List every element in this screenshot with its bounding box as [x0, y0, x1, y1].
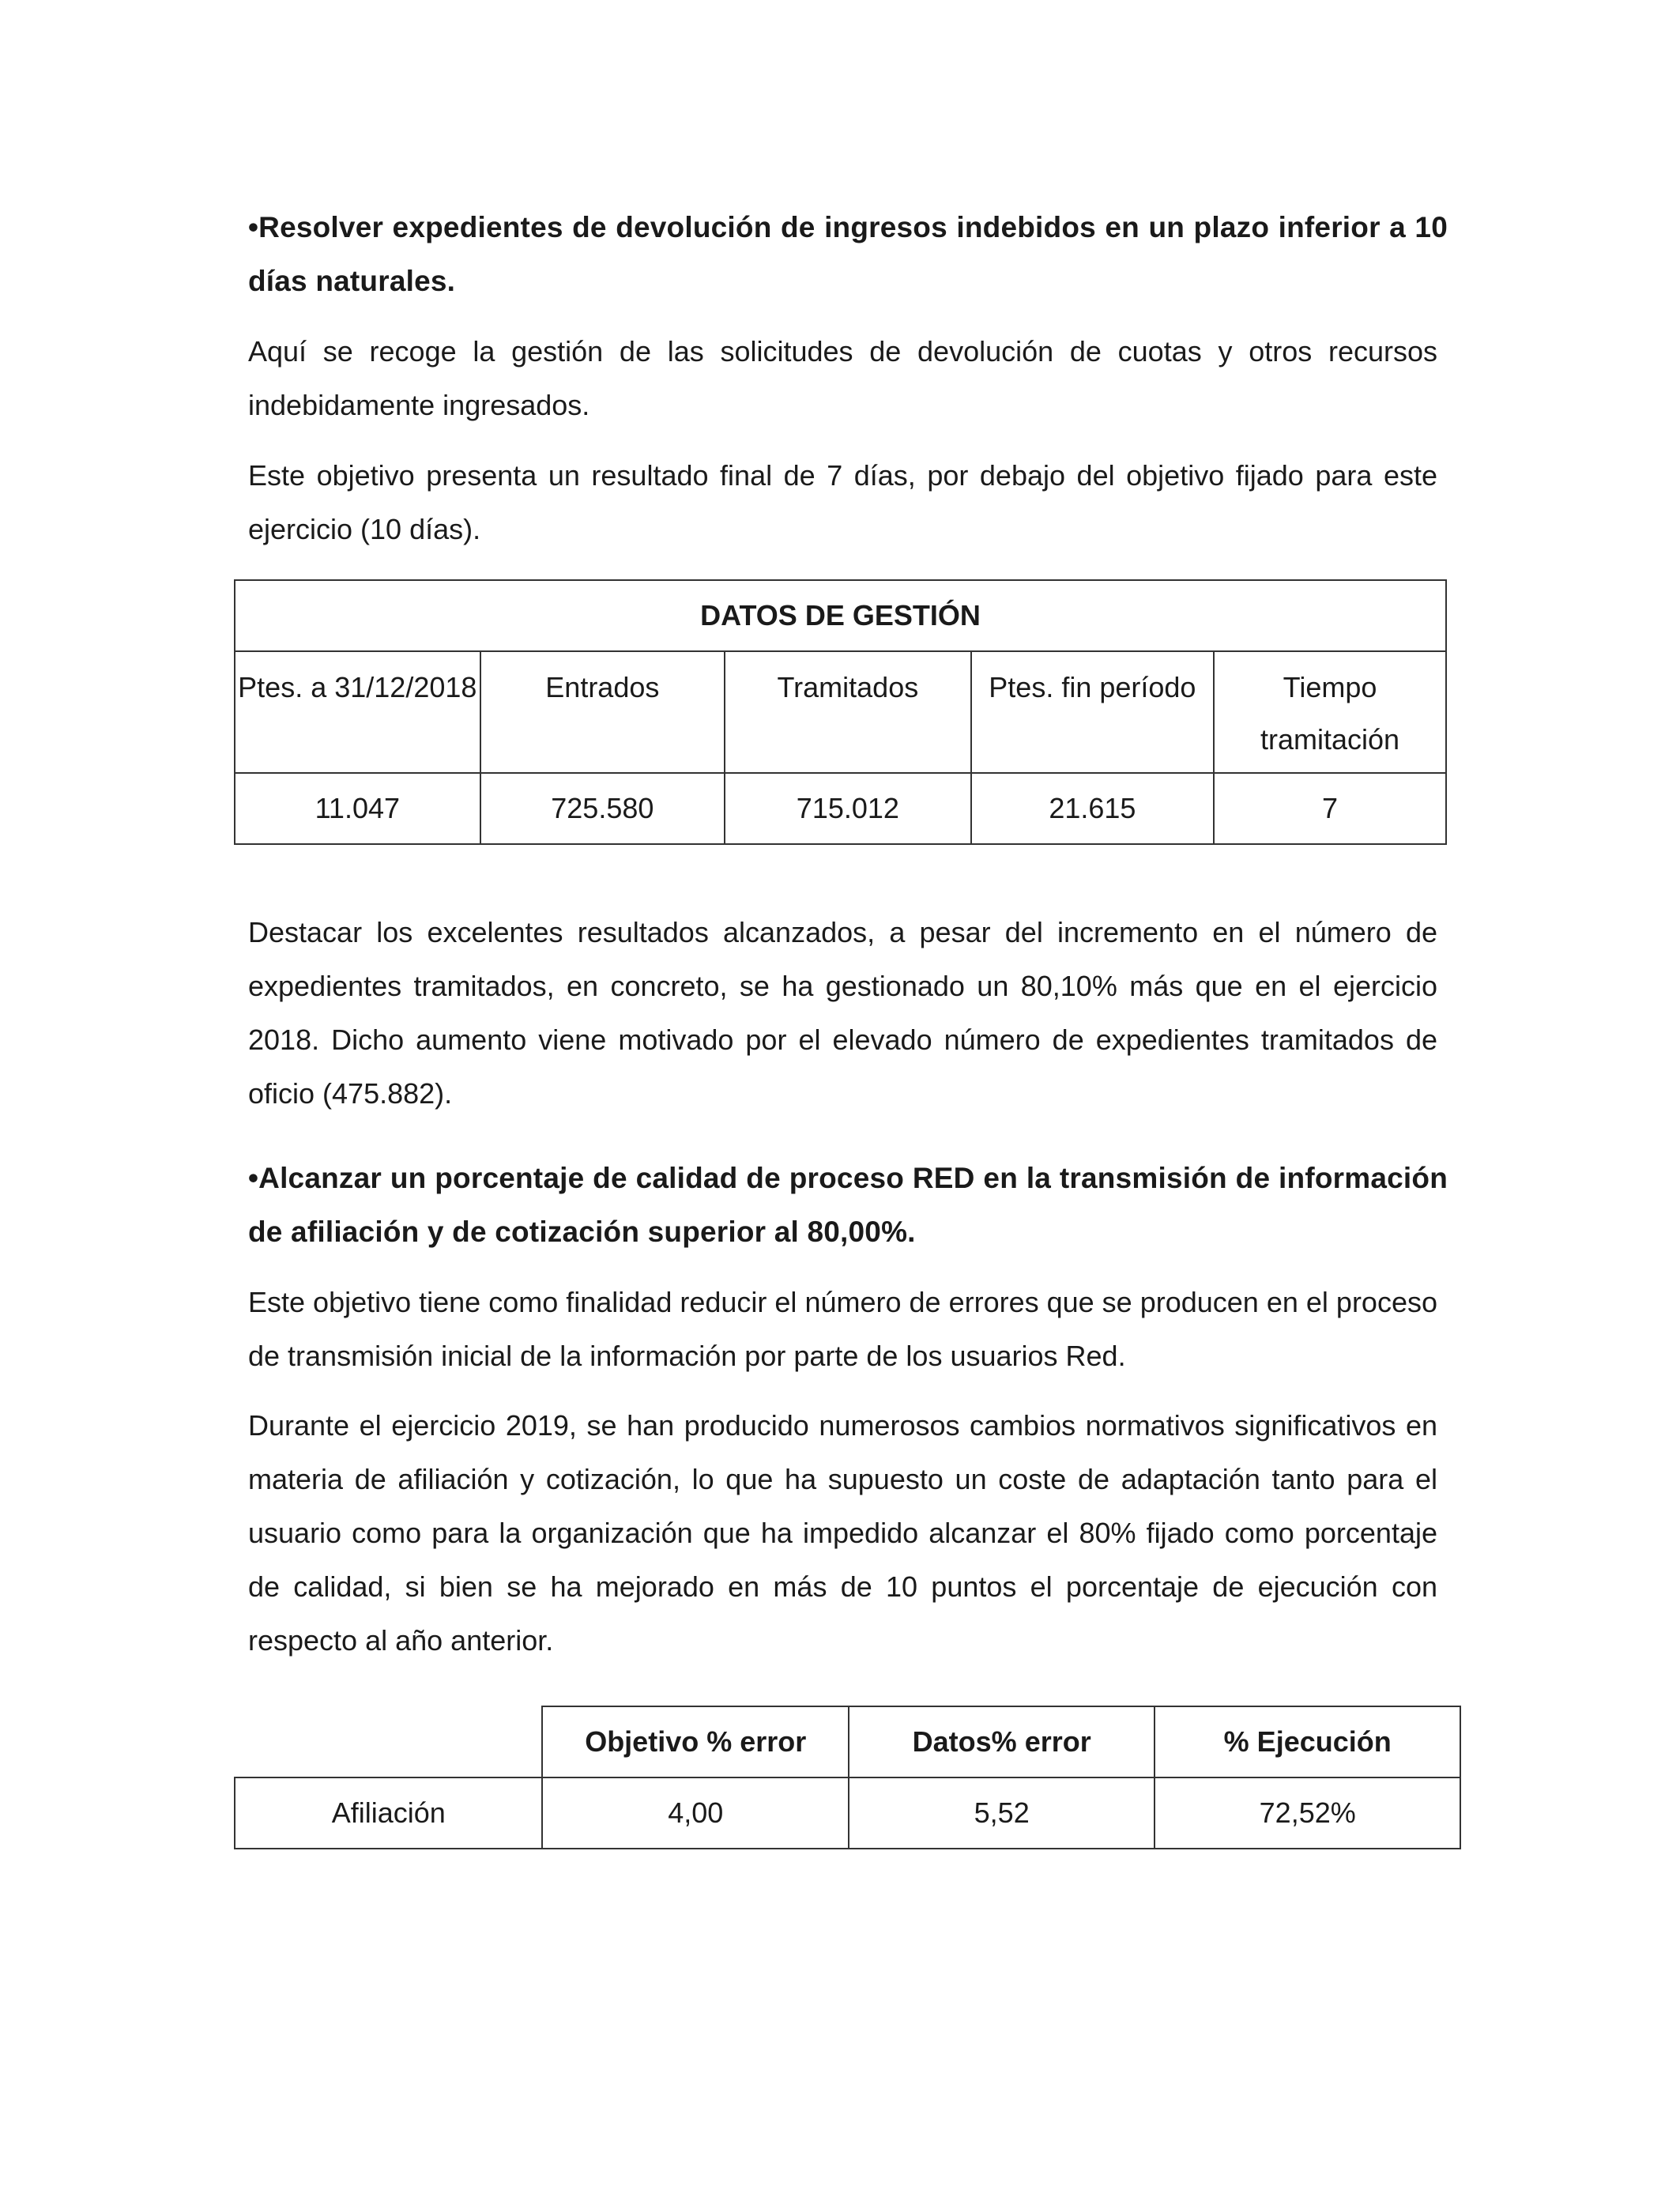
- quality-table: [234, 1706, 1461, 1849]
- table-title: DATOS DE GESTIÓN: [235, 580, 1446, 651]
- section1-paragraph-1: Aquí se recoge la gestión de las solicitudes de devolución de cuotas y otros recursos indebidamente ingresados.: [248, 335, 1437, 421]
- section1-heading-text: Resolver expedientes de devolución de ingresos indebidos en un plazo inferior a 10 días naturales.: [248, 211, 1448, 297]
- section2-heading: [248, 1152, 1448, 1259]
- section1-heading: [248, 201, 1448, 308]
- column-header: Entrados: [480, 651, 725, 773]
- table-cell: 4,00: [542, 1777, 848, 1849]
- table-cell: 72,52%: [1155, 1777, 1460, 1849]
- section1-paragraph-3: Destacar los excelentes resultados alcanzados, a pesar del incremento en el número de expedientes tramitados, en concreto, se ha gestionado un 80,10% más que en el ejercicio 2018. Dicho aumento viene motivado por el elevado número de expedientes tramitados de oficio (475.882).: [248, 916, 1437, 1110]
- section2-heading-text: Alcanzar un porcentaje de calidad de proceso RED en la transmisión de información de afiliación y de cotización superior al 80,00%.: [248, 1162, 1448, 1248]
- bullet-icon: •: [248, 211, 259, 243]
- column-header: Tramitados: [725, 651, 971, 773]
- table-cell: 11.047: [235, 773, 480, 844]
- column-header: Ptes. fin período: [971, 651, 1214, 773]
- table-cell: 5,52: [849, 1777, 1155, 1849]
- section1-paragraph-2: Este objetivo presenta un resultado final de 7 días, por debajo del objetivo fijado para este ejercicio (10 días).: [248, 459, 1437, 545]
- column-header: Ptes. a 31/12/2018: [235, 651, 480, 773]
- column-header: Objetivo % error: [542, 1706, 848, 1777]
- column-header: % Ejecución: [1155, 1706, 1460, 1777]
- bullet-icon: •: [248, 1162, 259, 1194]
- column-header: Tiempo tramitación: [1214, 651, 1446, 773]
- column-header: Datos% error: [849, 1706, 1155, 1777]
- row-label: Afiliación: [235, 1777, 542, 1849]
- section2-paragraph-1: Este objetivo tiene como finalidad reducir el número de errores que se producen en el proceso de transmisión inicial de la información por parte de los usuarios Red.: [248, 1286, 1437, 1372]
- table-cell: 725.580: [480, 773, 725, 844]
- table-cell: 7: [1214, 773, 1446, 844]
- table-cell: 21.615: [971, 773, 1214, 844]
- management-data-table: [234, 579, 1447, 845]
- section2-paragraph-2: Durante el ejercicio 2019, se han producido numerosos cambios normativos significativos en materia de afiliación y cotización, lo que ha supuesto un coste de adaptación tanto para el usuario como para la organización que ha impedido alcanzar el 80% fijado como porcentaje de calidad, si bien se ha mejorado en más de 10 puntos el porcentaje de ejecución con respecto al año anterior.: [248, 1409, 1437, 1657]
- table-corner-cell: [235, 1706, 542, 1777]
- table-cell: 715.012: [725, 773, 971, 844]
